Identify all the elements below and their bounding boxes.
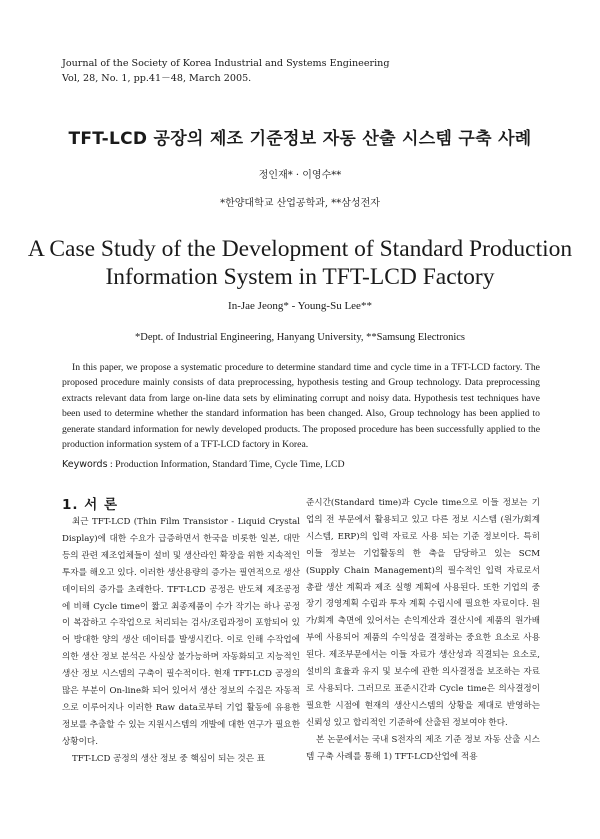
- journal-citation: [62, 56, 390, 86]
- english-authors: In-Jae Jeong* - Young-Su Lee**: [228, 300, 372, 312]
- korean-title: TFT-LCD 공장의 제조 기준정보 자동 산출 시스템 구축 사례: [68, 129, 532, 149]
- right-column: [306, 495, 540, 766]
- korean-authors: 정인재* · 이영수**: [258, 170, 342, 181]
- english-affiliation: *Dept. of Industrial Engineering, Hanyang University, **Samsung Electronics: [135, 332, 465, 343]
- body-paragraph: 본 논문에서는 국내 S전자의 제조 기준 정보 자동 산출 시스템 구축 사례를 통해 1) TFT-LCD산업에 적용: [306, 734, 540, 762]
- korean-affiliation: *한양대학교 산업공학과, **삼성전자: [220, 198, 380, 209]
- english-title-line2: Information System in TFT-LCD Factory: [105, 264, 495, 290]
- keywords-separator: :: [107, 459, 116, 470]
- keywords-text: Production Information, Standard Time, Cycle Time, LCD: [115, 459, 345, 470]
- keywords-label: Keywords: [62, 459, 108, 470]
- section-heading: 1. 서 론: [62, 497, 119, 513]
- body-paragraph: TFT-LCD 공정의 생산 정보 중 핵심이 되는 것은 표: [72, 753, 266, 764]
- keywords-line: [62, 459, 540, 470]
- english-title-line1: A Case Study of the Development of Standard Production: [27, 236, 573, 262]
- journal-volume: Vol, 28, No. 1, pp.41－48, March 2005.: [62, 73, 252, 84]
- abstract: In this paper, we propose a systematic procedure to determine standard time and cycle time in a TFT-LCD factory. The proposed procedure mainly consists of data preprocessing, hypothesis testing and Group technology. Data preprocessing extracts relevant data from large on-line data sets by eliminating corrupt and noisy data. Hypothesis test techniques have been used to determine whether the standard information has been changed. Also, Group technology has been applied to generate standard information for newly developed products. The proposed procedure has been successfully applied to the production information system of a TFT-LCD factory in Korea.: [62, 362, 540, 451]
- body-paragraph: 준시간(Standard time)과 Cycle time으로 이들 정보는 기업의 전 부문에서 활용되고 있고 다른 정보 시스템 (원가/회계시스템, ERP)의 입력 자료로 사용 되는 기준 정보이다. 특히 이들 정보는 기업활동의 한 축을 담당하고 있는 SCM (Supply Chain Management)의 필수적인 입력 자료로서 총괄 생산 계획과 제조 실행 계획에 사용된다. 또한 기업의 중장기 경영계획 수립과 투자 계획 수립시에 필요한 자료이다. 원가/회계 측면에 있어서는 손익계산과 결산시에 제품의 원가배부에 사용되어 제품의 수익성을 결정하는 중요한 요소로 사용된다. 제조부문에서는 이들 자료가 생산성과 직결되는 요소로, 설비의 효율과 유지 및 보수에 관한 의사결정을 보조하는 자료로 사용되다. 그러므로 표준시간과 Cycle time은 의사결정이 필요한 시점에 현재의 생산시스템의 상황을 제대로 반영하는 신뢰성 있고 합리적인 기준하에 산출된 정보여야 한다.: [306, 498, 540, 728]
- english-title: [0, 235, 600, 291]
- left-column: [62, 514, 300, 768]
- journal-name: Journal of the Society of Korea Industrial and Systems Engineering: [62, 58, 390, 69]
- body-paragraph: 최근 TFT-LCD (Thin Film Transistor - Liquid Crystal Display)에 대한 수요가 급증하면서 한국을 비롯한 일본, 대만 등의 관련 제조업체들이 설비 및 생산라인 확장을 위한 지속적인 투자를 해오고 있다. 이러한 생산용량의 증가는 필연적으로 생산 데이터의 증가를 초래한다. TFT-LCD 공정은 반도체 제조공정에 비해 Cycle time이 짧고 최종제품이 수가 작기는 하나 공정이 복잡하고 수작업으로 처리되는 검사/조립과정이 포함되어 있어 방대한 양의 생산 데이터를 발생시킨다. 이로 인해 수작업에 의한 생산 정보 분석은 사실상 불가능하며 자동화되고 지능적인 생산 정보 시스템의 구축이 필수적이다. 현재 TFT-LCD 공정의 많은 부분이 On-line화 되어 있어서 생산 정보의 수집은 자동적으로 이루어지나 이러한 Raw data로부터 기업 활동에 유용한 정보를 추출할 수 있는 지원시스템의 개발에 대한 연구가 필요한 상황이다.: [62, 517, 300, 747]
